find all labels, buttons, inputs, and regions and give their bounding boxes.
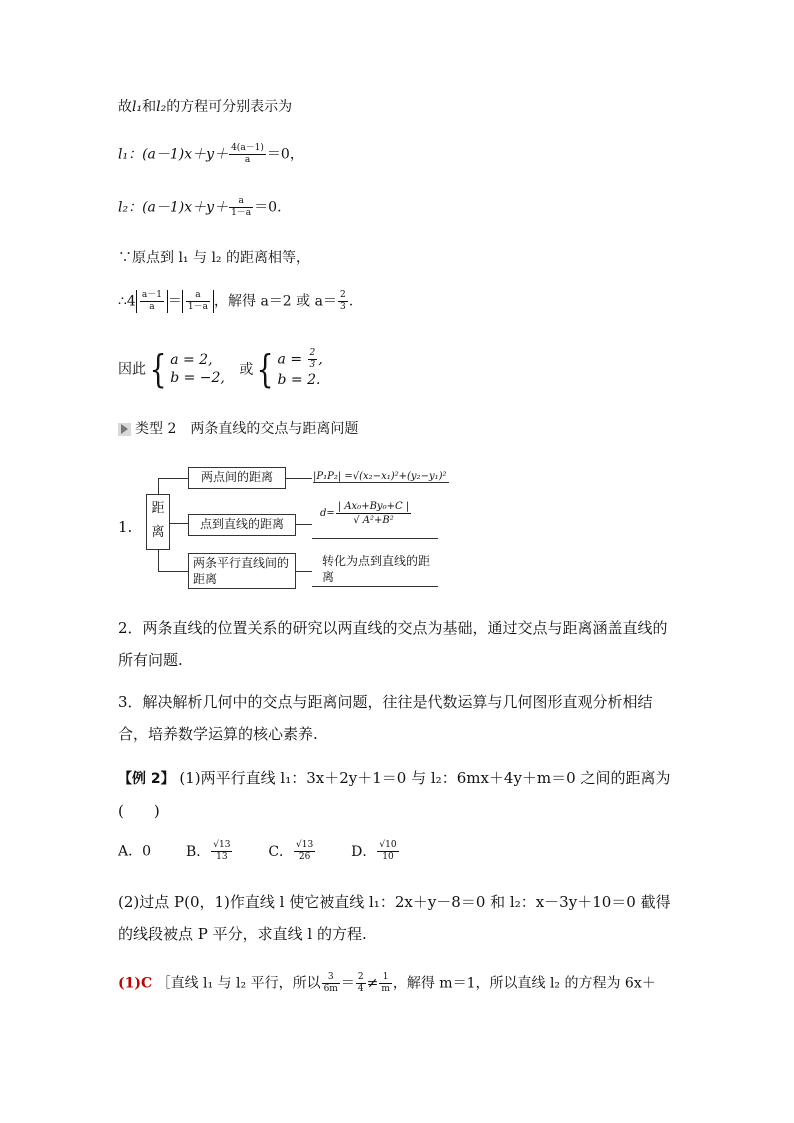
left-brace-icon: {	[256, 346, 274, 391]
text: 故	[118, 99, 132, 115]
item-number: 1.	[118, 518, 133, 536]
text: 的方程可分别表示为	[166, 99, 293, 115]
connector-line	[170, 523, 188, 524]
numerator: √13	[296, 840, 314, 850]
text: ，解得 m＝1，所以直线 l₂ 的方程为 6x＋	[392, 975, 656, 992]
l2-symbol: l₂	[156, 99, 167, 115]
denominator: 6m	[323, 984, 338, 994]
root-label: 距离	[151, 501, 165, 540]
numerator: 1	[379, 972, 392, 984]
option-label: B．	[185, 843, 211, 860]
text: ≠	[366, 975, 379, 992]
connector-line	[296, 524, 312, 525]
denominator: 1－a	[231, 208, 252, 218]
denominator: 10	[382, 852, 394, 862]
connector-line	[158, 550, 159, 572]
answer-line	[118, 972, 656, 995]
branch-two-points	[188, 467, 286, 489]
text: d=	[320, 508, 335, 519]
fraction	[356, 972, 366, 995]
option-c[interactable]	[268, 840, 316, 862]
connector-line	[158, 478, 159, 494]
numerator: a－1	[141, 290, 162, 300]
denominator: 13	[216, 852, 228, 862]
denominator: m	[381, 984, 390, 994]
denominator: √ A²+B²	[353, 515, 394, 526]
option-label: D．	[351, 843, 377, 860]
formula-point-line	[320, 500, 412, 527]
eq-lhs: l₂：(a－1)x＋y＋	[118, 199, 229, 216]
connector-line	[296, 571, 312, 572]
sys-line: b = −2,	[170, 369, 225, 386]
example-question-2: (2)过点 P(0，1)作直线 l 使它被直线 l₁：2x＋y－8＝0 和 l₂：x－3y＋10＝0 截得的线段被点 P 平分，求直线 l 的方程.	[118, 893, 671, 943]
text: ∴4	[118, 293, 136, 310]
denominator: 4	[357, 984, 364, 994]
denominator: 3	[339, 302, 346, 312]
text: ，解得 a＝2 或 a＝	[214, 293, 337, 310]
result-convert	[322, 553, 430, 585]
fraction	[336, 500, 411, 527]
denominator: 1－a	[187, 302, 209, 312]
branch-point-line	[188, 514, 296, 536]
fraction	[379, 972, 392, 995]
fraction	[322, 972, 340, 995]
numerator: √13	[213, 840, 231, 850]
fraction	[211, 840, 232, 863]
numerator: √10	[379, 840, 397, 850]
left-brace-icon: {	[149, 346, 167, 391]
denominator: 3	[309, 360, 316, 370]
section-title: 类型 2 两条直线的交点与距离问题	[135, 421, 359, 437]
numerator: 4(a－1)	[231, 143, 264, 153]
connector-line	[312, 538, 438, 539]
l1-symbol: l₁	[132, 99, 143, 115]
numerator: 3	[322, 972, 340, 984]
sys-line: a =	[277, 351, 307, 368]
option-label: C．	[268, 843, 294, 860]
eq-rhs: ＝0.	[254, 199, 282, 216]
eq-rhs: ＝0，	[266, 146, 304, 163]
text: 因此	[118, 361, 146, 378]
eq-lhs: l₁：(a－1)x＋y＋	[118, 146, 229, 163]
denominator: a	[149, 302, 155, 312]
branch-label: 两点间的距离	[200, 470, 273, 484]
connector-line	[312, 586, 438, 587]
options-row	[118, 840, 400, 863]
sys-line: a = 2,	[170, 351, 213, 368]
branch-label: 两条平行直线间的距离	[193, 556, 290, 586]
paragraph-3: 3．解决解析几何中的交点与距离问题，往往是代数运算与几何图形直观分析相结合，培养数学运算的核心素养.	[118, 693, 653, 743]
numerator: a	[229, 196, 253, 208]
branch-label: 点到直线的距离	[199, 517, 284, 531]
text: 或	[239, 361, 254, 378]
numerator: 2	[309, 348, 316, 358]
formula-two-points: |P₁P₂| =√(x₂−x₁)²+(y₂−y₁)²	[313, 471, 447, 482]
sys-line: b = 2.	[277, 372, 321, 388]
example-question-1	[118, 762, 678, 827]
connector-line	[158, 478, 188, 479]
example-tag: 【例 2】	[118, 771, 175, 787]
denominator: a	[244, 155, 251, 165]
connector-line	[158, 571, 188, 572]
text: .	[348, 293, 354, 310]
denominator: 26	[298, 852, 311, 862]
root-node	[146, 494, 170, 550]
equals: ＝	[167, 293, 182, 310]
text: ,	[318, 351, 323, 368]
connector-line	[286, 478, 312, 479]
because-line: ∵原点到 l₁ 与 l₂ 的距离相等，	[118, 250, 310, 266]
option-b[interactable]	[185, 840, 233, 862]
question-text: (1)两平行直线 l₁：3x＋2y＋1＝0 与 l₂：6mx＋4y＋m＝0 之间的距离为( )	[118, 769, 671, 820]
text: 和	[142, 99, 157, 115]
branch-parallel-lines	[188, 553, 296, 589]
text: ＝	[340, 975, 355, 992]
result-label: 转化为点到直线的距离	[322, 554, 431, 584]
option-a[interactable]: A．0	[118, 843, 152, 860]
answer-label: (1)C	[118, 975, 153, 992]
text: ［直线 l₁ 与 l₂ 平行，所以	[156, 975, 321, 992]
numerator: 2	[339, 290, 346, 300]
fraction	[377, 840, 398, 863]
numerator: | Ax₀+By₀+C |	[337, 501, 410, 512]
option-d[interactable]	[351, 840, 399, 862]
numerator: 2	[357, 972, 364, 982]
paragraph-2: 2．两条直线的位置关系的研究以两直线的交点为基础，通过交点与距离涵盖直线的所有问题.	[118, 619, 668, 669]
numerator: a	[186, 290, 210, 302]
fraction	[294, 840, 315, 863]
